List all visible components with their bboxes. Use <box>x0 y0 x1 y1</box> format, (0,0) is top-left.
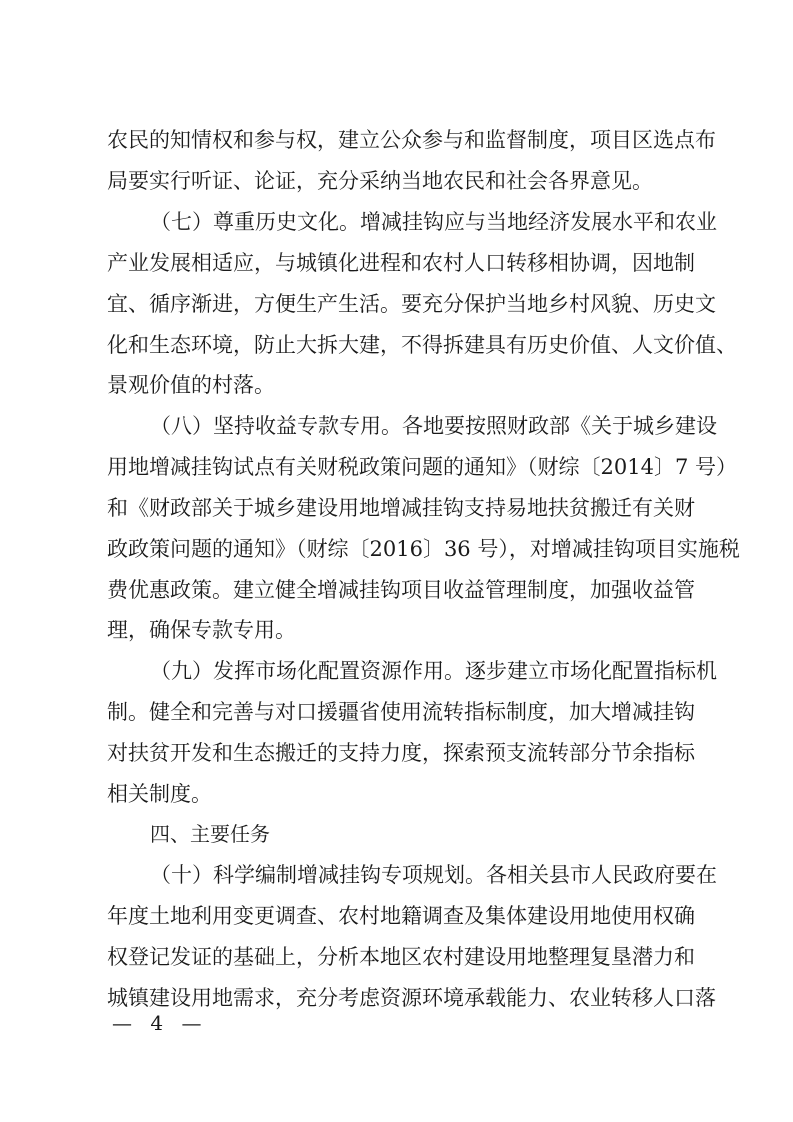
paragraph-7-line-4: 化和生态环境，防止大拆大建，不得拆建具有历史价值、人文价值、 <box>107 333 737 357</box>
paragraph-9-line-1: （九）发挥市场化配置资源作用。逐步建立市场化配置指标机 <box>150 659 717 683</box>
paragraph-9-line-4: 相关制度。 <box>107 782 212 806</box>
page-number: — 4 — <box>112 1011 208 1035</box>
section-heading: 四、主要任务 <box>150 822 270 846</box>
paragraph-7-line-5: 景观价值的村落。 <box>107 373 275 397</box>
paragraph-10-line-3: 权登记发证的基础上，分析本地区农村建设用地整理复垦潜力和 <box>107 945 695 969</box>
paragraph-9-line-2: 制。健全和完善与对口援疆省使用流转指标制度，加大增减挂钩 <box>107 700 695 724</box>
paragraph-10-line-1: （十）科学编制增减挂钩专项规划。各相关县市人民政府要在 <box>150 863 717 887</box>
paragraph-7-line-3: 宜、循序渐进，方便生产生活。要充分保护当地乡村风貌、历史文 <box>107 292 716 316</box>
body-line-1: 农民的知情权和参与权，建立公众参与和监督制度，项目区选点布 <box>107 128 716 152</box>
paragraph-10-line-2: 年度土地利用变更调查、农村地籍调查及集体建设用地使用权确 <box>107 904 695 928</box>
paragraph-8-line-6: 理，确保专款专用。 <box>107 618 296 642</box>
paragraph-8-line-1: （八）坚持收益专款专用。各地要按照财政部《关于城乡建设 <box>150 414 717 438</box>
paragraph-8-line-2: 用地增减挂钩试点有关财税政策问题的通知》（财综〔2014〕7 号） <box>107 455 737 479</box>
paragraph-8-line-4: 政政策问题的通知》（财综〔2016〕36 号），对增减挂钩项目实施税 <box>107 537 740 561</box>
paragraph-8-line-3: 和《财政部关于城乡建设用地增减挂钩支持易地扶贫搬迁有关财 <box>107 496 695 520</box>
paragraph-8-line-5: 费优惠政策。建立健全增减挂钩项目收益管理制度，加强收益管 <box>107 578 695 602</box>
paragraph-7-line-2: 产业发展相适应，与城镇化进程和农村人口转移相协调，因地制 <box>107 251 695 275</box>
paragraph-9-line-3: 对扶贫开发和生态搬迁的支持力度，探索预支流转部分节余指标 <box>107 741 695 765</box>
body-line-2: 局要实行听证、论证，充分采纳当地农民和社会各界意见。 <box>107 169 653 193</box>
paragraph-10-line-4: 城镇建设用地需求，充分考虑资源环境承载能力、农业转移人口落 <box>107 986 716 1010</box>
paragraph-7-line-1: （七）尊重历史文化。增减挂钩应与当地经济发展水平和农业 <box>150 210 717 234</box>
